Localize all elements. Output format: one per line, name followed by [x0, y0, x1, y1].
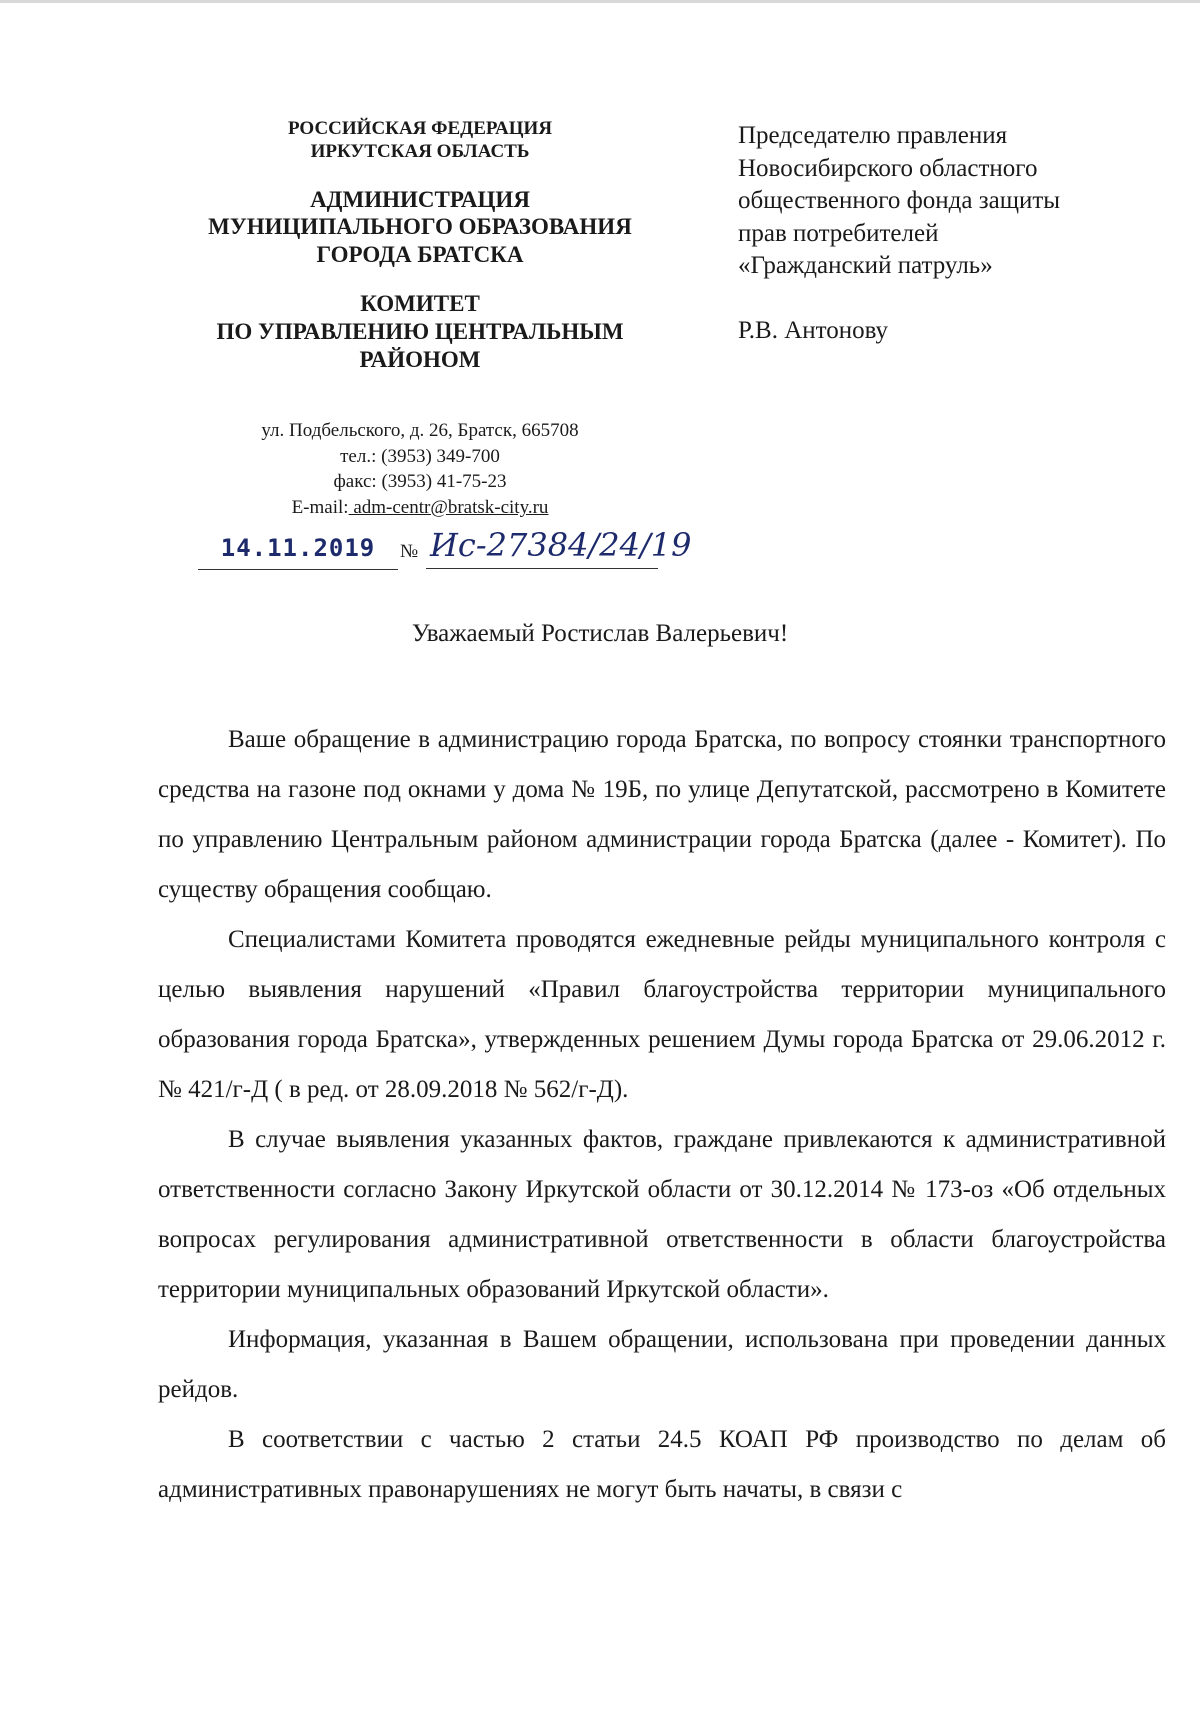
sender-phone: тел.: (3953) 349-700: [340, 445, 500, 467]
addressee-line2: Новосибирского областного: [738, 154, 1038, 182]
page-edge: [0, 0, 1200, 3]
sender-letterhead: [170, 118, 670, 373]
sender-admin-line1: АДМИНИСТРАЦИЯ: [310, 186, 530, 212]
sender-admin-line3: ГОРОДА БРАТСКА: [316, 241, 524, 267]
registration-number: Ис-27384/24/19: [426, 521, 658, 569]
sender-region: ИРКУТСКАЯ ОБЛАСТЬ: [310, 140, 530, 162]
body-paragraph-1: Ваше обращение в администрацию города Братска, по вопросу стоянки транспортного средства на газоне под окнами у дома № 19Б, по улице Депутатской, рассмотрено в Комитете по управлению Центральным районом администрации города Братска (далее - Комитет). По существу обращения сообщаю.: [158, 726, 1166, 903]
addressee-line4: прав потребителей: [738, 219, 939, 247]
body-paragraph-5: В соответствии с частью 2 статьи 24.5 КОАП РФ производство по делам об административных правонарушениях не могут быть начаты, в связи с: [158, 1426, 1166, 1503]
sender-committee-line1: КОМИТЕТ: [360, 291, 480, 317]
addressee-line1: Председателю правления: [738, 122, 1008, 149]
registration-number-label: №: [400, 541, 419, 562]
addressee-line3: общественного фонда защиты: [738, 187, 1061, 214]
sender-email-label: E-mail:: [291, 496, 349, 518]
sender-country: РОССИЙСКАЯ ФЕДЕРАЦИЯ: [287, 118, 553, 139]
sender-committee-line3: РАЙОНОМ: [359, 346, 481, 372]
sender-address: ул. Подбельского, д. 26, Братск, 665708: [261, 420, 579, 441]
letter-body: [158, 715, 1166, 1515]
sender-email-line: [170, 495, 670, 521]
sender-committee-line2: ПО УПРАВЛЕНИЮ ЦЕНТРАЛЬНЫМ: [216, 318, 624, 344]
registration-row: [198, 527, 718, 573]
body-paragraph-3: В случае выявления указанных фактов, граждане привлекаются к административной ответственности согласно Закону Иркутской области от 30.12.2014 № 173-оз «Об отдельных вопросах регулирования административной ответственности в области благоустройства территории муниципальных образований Иркутской области».: [158, 1126, 1166, 1303]
addressee-line5: «Гражданский патруль»: [738, 252, 993, 279]
body-paragraph-4: Информация, указанная в Вашем обращении, использована при проведении данных рейдов.: [158, 1326, 1166, 1403]
salutation: Уважаемый Ростислав Валерьевич!: [411, 620, 789, 647]
body-paragraph-2: Специалистами Комитета проводятся ежедневные рейды муниципального контроля с целью выявления нарушений «Правил благоустройства территории муниципального образования города Братска», утвержденных решением Думы города Братска от 29.06.2012 г. № 421/г-Д ( в ред. от 28.09.2018 № 562/г-Д).: [158, 926, 1166, 1103]
sender-contacts: [170, 418, 670, 521]
addressee-block: [738, 120, 1178, 347]
sender-admin-line2: МУНИЦИПАЛЬНОГО ОБРАЗОВАНИЯ: [208, 214, 632, 240]
addressee-name: Р.В. Антонову: [738, 316, 889, 344]
sender-email: adm-centr@bratsk-city.ru: [348, 496, 549, 518]
registration-date: 14.11.2019: [198, 527, 398, 570]
sender-fax: факс: (3953) 41-75-23: [333, 471, 507, 493]
